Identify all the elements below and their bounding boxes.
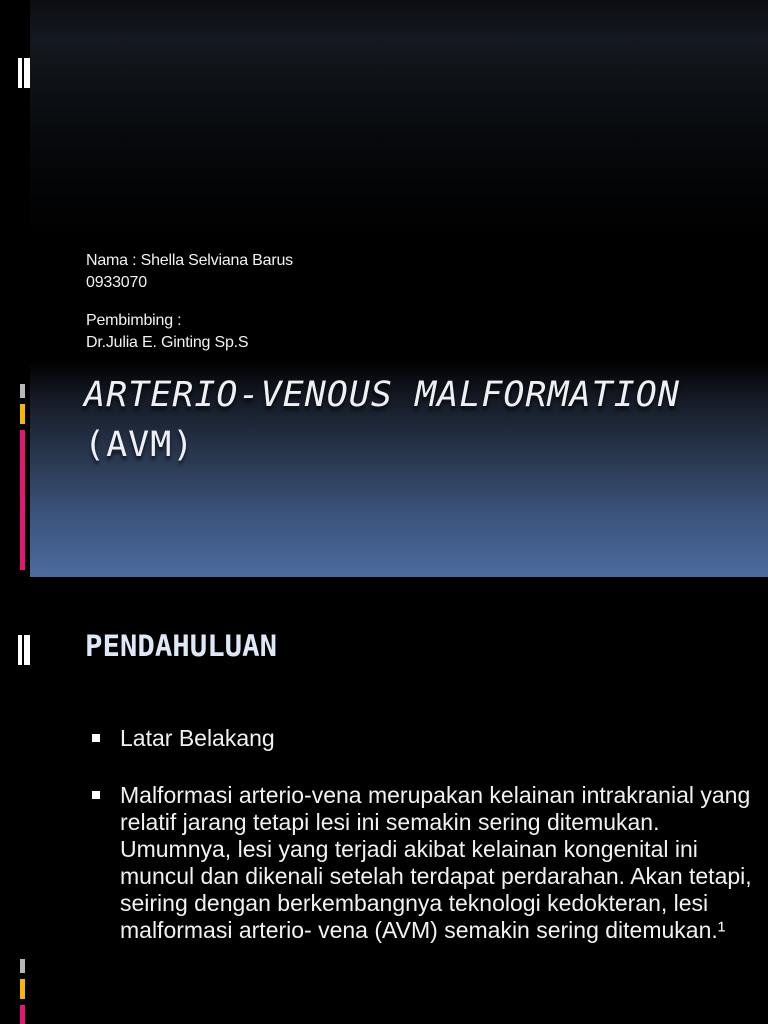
list-item [92, 725, 752, 752]
content-slide [0, 577, 768, 1024]
advisor-name: Dr.Julia E. Ginting Sp.S [86, 334, 249, 351]
presenter-info [86, 250, 293, 354]
slide-title-line2: (AVM) [84, 425, 195, 465]
presenter-name: Nama : Shella Selviana Barus [86, 252, 293, 269]
advisor-label: Pembimbing : [86, 312, 182, 329]
section-heading: PENDAHULUAN [85, 629, 278, 663]
accent-color-rail [20, 959, 25, 1024]
slide-title-line1: ARTERIO-VENOUS MALFORMATION [84, 375, 680, 415]
square-bullet-icon [92, 791, 100, 799]
slide-title [84, 370, 764, 470]
presenter-id: 0933070 [86, 274, 147, 291]
slide-marker-icon [18, 635, 30, 665]
slide-marker-icon [18, 58, 30, 88]
accent-color-rail [20, 384, 25, 570]
bullet-list [92, 725, 752, 944]
list-item [92, 782, 752, 944]
square-bullet-icon [92, 734, 100, 742]
bullet-text: Latar Belakang [120, 725, 275, 751]
bullet-text: Malformasi arterio-vena merupakan kelainan intrakranial yang relatif jarang tetapi lesi ini semakin sering ditemukan. Umumnya, lesi yang terjadi akibat kelainan kongenital ini muncul dan dikenali setelah terdapat perdarahan. Akan tetapi, seiring dengan berkembangnya teknologi kedokteran, lesi malformasi arterio- vena (AVM) semakin sering ditemukan.¹ [120, 782, 752, 943]
